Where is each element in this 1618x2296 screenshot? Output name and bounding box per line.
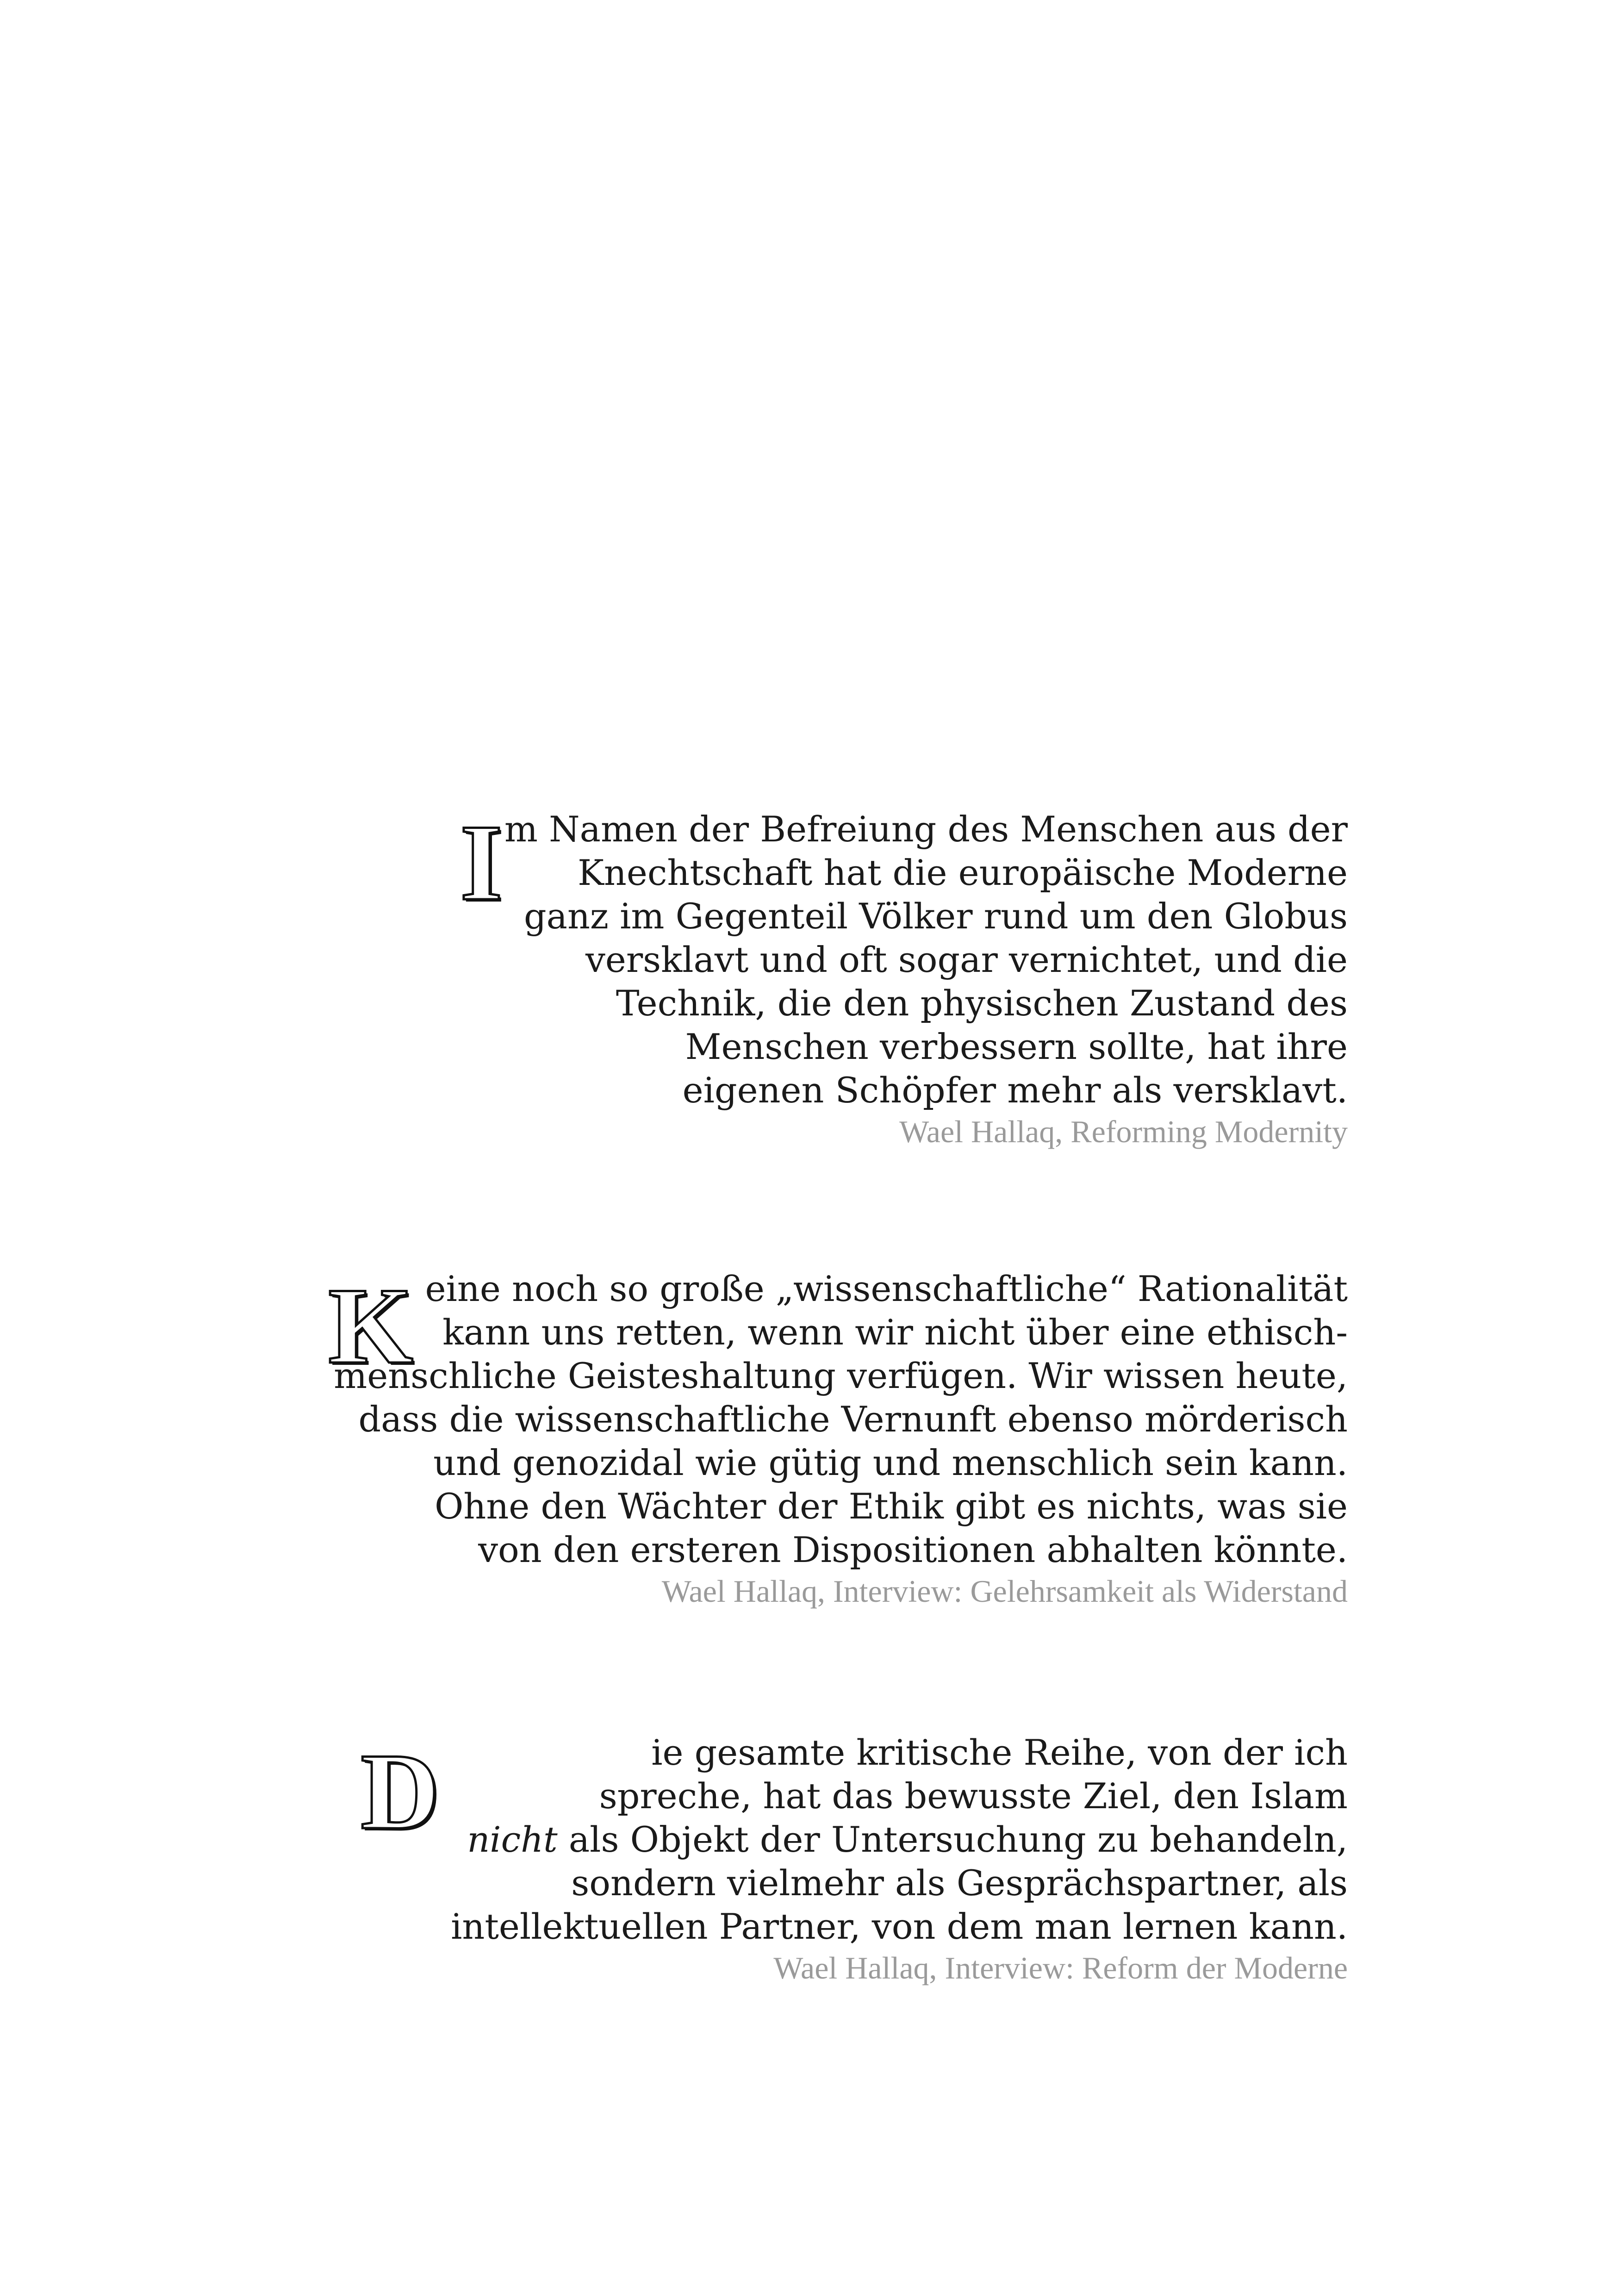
quote-line: von den ersteren Dispositionen abhalten könnte. <box>478 1529 1348 1570</box>
quote-attribution: Wael Hallaq, Interview: Reform der Moderne <box>773 1950 1348 1985</box>
quote-line: Technik, die den physischen Zustand des <box>616 983 1348 1024</box>
emphasis-word: nicht <box>467 1819 558 1860</box>
quote-line-rest: als Objekt der Untersuchung zu behandeln, <box>568 1819 1348 1860</box>
quote-block-reform-der-moderne <box>361 1731 1348 1987</box>
quote-line: Menschen verbessern sollte, hat ihre <box>685 1026 1348 1067</box>
quote-line: eigenen Schöpfer mehr als versklavt. <box>682 1070 1348 1111</box>
quote-line: ganz im Gegenteil Völker rund um den Globus <box>524 896 1348 937</box>
drop-cap-initial: I <box>460 803 503 923</box>
quote-text <box>328 1266 1348 1572</box>
quote-line: Knechtschaft hat die europäische Moderne <box>578 852 1348 893</box>
quote-line: Ohne den Wächter der Ethik gibt es nichts, was sie <box>435 1486 1348 1527</box>
quote-block-gelehrsamkeit <box>328 1266 1348 1611</box>
drop-cap-initial: D <box>361 1731 440 1852</box>
quote-attribution: Wael Hallaq, Reforming Modernity <box>899 1114 1348 1149</box>
quote-line: spreche, hat das bewusste Ziel, den Islam <box>599 1775 1348 1817</box>
quote-line: ie gesamte kritische Reihe, von der ich <box>651 1732 1348 1773</box>
quote-line: m Namen der Befreiung des Menschen aus der <box>504 809 1348 850</box>
quote-block-reforming-modernity <box>460 803 1348 1151</box>
quote-line: dass die wissenschaftliche Vernunft ebenso mörderisch <box>358 1399 1348 1440</box>
quote-line: menschliche Geisteshaltung verfügen. Wir wissen heute, <box>334 1355 1348 1396</box>
quote-line: intellektuellen Partner, von dem man lernen kann. <box>451 1906 1348 1947</box>
quote-line: eine noch so große „wissenschaftliche“ Rationalität <box>425 1268 1348 1309</box>
quote-attribution: Wael Hallaq, Interview: Gelehrsamkeit als Widerstand <box>661 1574 1348 1609</box>
quote-line: kann uns retten, wenn wir nicht über eine ethisch- <box>442 1312 1348 1353</box>
quote-text <box>361 1731 1348 1948</box>
quote-line <box>451 1818 1348 1861</box>
quote-line: und genozidal wie gütig und menschlich sein kann. <box>433 1442 1348 1483</box>
drop-cap-initial: K <box>328 1266 413 1387</box>
quote-line: sondern vielmehr als Gesprächspartner, als <box>571 1862 1348 1904</box>
quote-text <box>460 803 1348 1112</box>
quote-line: versklavt und oft sogar vernichtet, und die <box>585 939 1348 980</box>
